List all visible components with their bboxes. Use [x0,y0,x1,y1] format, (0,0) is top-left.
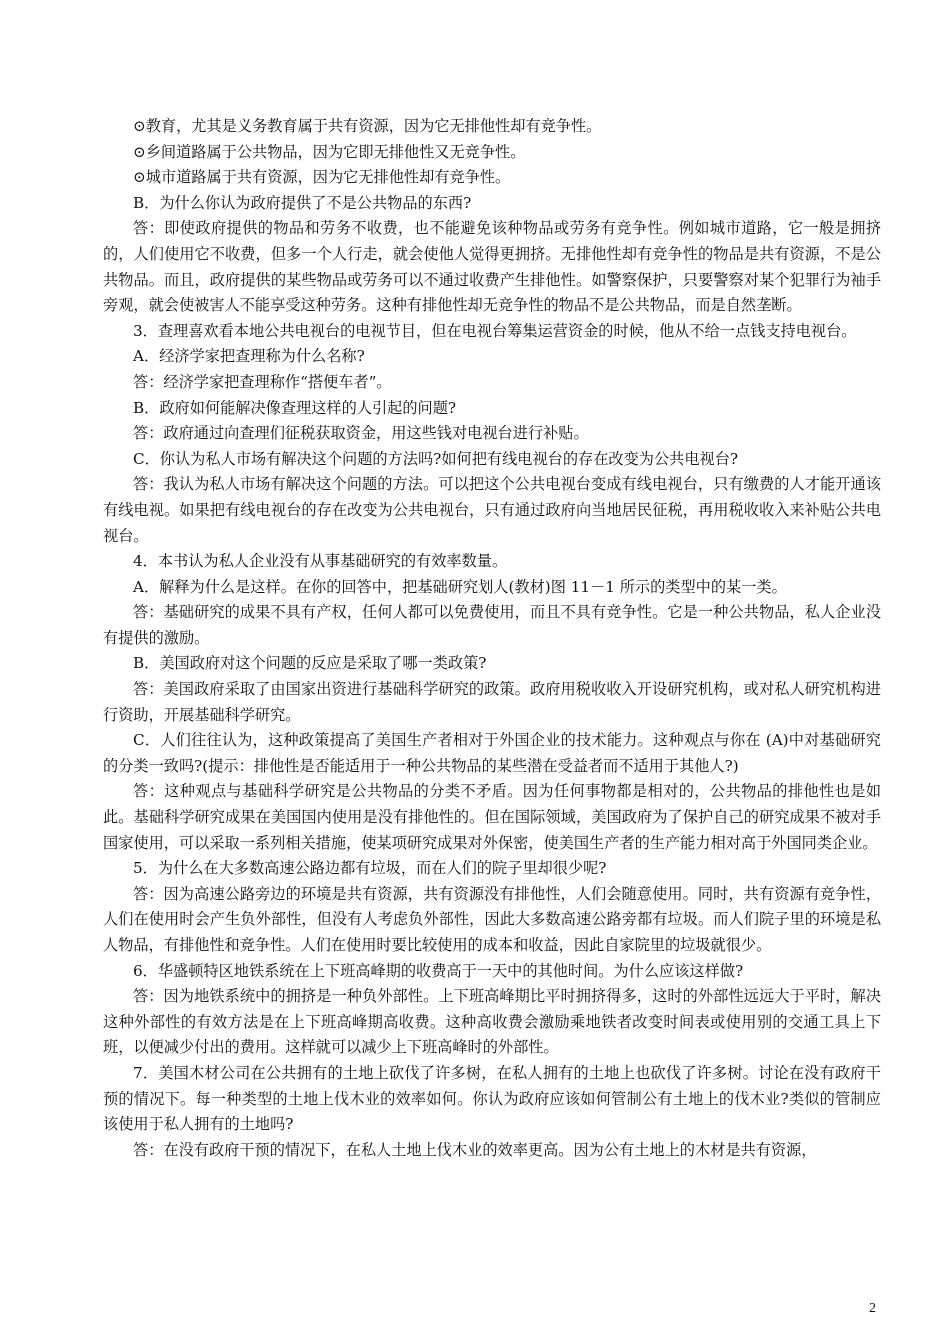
paragraph-answer-6: 答：因为地铁系统中的拥挤是一种负外部性。上下班高峰期比平时拥挤得多，这时的外部性远远大于平时，解决这种外部性的有效方法是在上下班高峰期高收费。这种高收费会激励乘地铁者改变时间表或使用别的交通工具上下班，以便减少付出的费用。这样就可以减少上下班高峰时的外部性。 [103,987,881,1057]
paragraph-answer-3b: 答：政府通过向查理们征税获取资金，用这些钱对电视台进行补贴。 [133,424,589,443]
paragraph-question-3a: A．经济学家把查理称为什么名称? [133,347,365,366]
paragraph-question-2b: B．为什么你认为政府提供了不是公共物品的东西? [133,193,472,212]
paragraph-answer-5: 答：因为高速公路旁边的环境是共有资源，共有资源没有排他性，人们会随意使用。同时，共有资源有竞争性，人们在使用时会产生负外部性，但没有人考虑负外部性，因此大多数高速公路旁都有垃圾。而人们院子里的环境是私人物品，有排他性和竞争性。人们在使用时要比较使用的成本和收益，因此自家院里的垃圾就很少。 [103,884,881,954]
paragraph-question-4: 4．本书认为私人企业没有从事基础研究的有效率数量。 [133,552,508,571]
paragraph-question-4a: A．解释为什么是这样。在你的回答中，把基础研究划人(教材)图 11－1 所示的类型中的某一类。 [133,577,787,596]
page-number: 2 [869,1301,876,1316]
paragraph-question-3b: B．政府如何能解决像查理这样的人引起的问题? [133,398,457,417]
paragraph-question-3: 3．查理喜欢看本地公共电视台的电视节目，但在电视台筹集运营资金的时候，他从不给一点钱支持电视台。 [133,321,857,340]
paragraph-bullet-city-roads: ⊙城市道路属于共有资源，因为它无排他性却有竞争性。 [133,168,511,187]
paragraph-bullet-rural-roads: ⊙乡间道路属于公共物品，因为它即无排他性又无竞争性。 [133,142,526,161]
paragraph-question-3c: C．你认为私人市场有解决这个问题的方法吗?如何把有线电视台的存在改变为公共电视台? [133,449,739,468]
paragraph-answer-7: 答：在没有政府干预的情况下，在私人土地上伐木业的效率更高。因为公有土地上的木材是共有资源， [133,1140,817,1159]
paragraph-answer-3a: 答：经济学家把查理称作“搭便车者”。 [133,372,392,391]
paragraph-question-6: 6．华盛顿特区地铁系统在上下班高峰期的收费高于一天中的其他时间。为什么应该这样做? [133,961,744,980]
paragraph-answer-4a: 答：基础研究的成果不具有产权，任何人都可以免费使用，而且不具有竞争性。它是一种公共物品，私人企业没有提供的激励。 [103,603,881,647]
document-body [103,114,881,1163]
paragraph-answer-4c: 答：这种观点与基础科学研究是公共物品的分类不矛盾。因为任何事物都是相对的，公共物品的排他性也是如此。基础科学研究成果在美国国内使用是没有排他性的。但在国际领域，美国政府为了保护自己的研究成果不被对手国家使用，可以采取一系列相关措施，使某项研究成果对外保密，使美国生产者的生产能力相对高于外国同类企业。 [103,782,881,852]
paragraph-question-4c: C．人们往往认为，这种政策提高了美国生产者相对于外国企业的技术能力。这种观点与你在 (A)中对基础研究的分类一致吗?(提示：排他性是否能适用于一种公共物品的某些潜在受益者而不适用于其他人?) [103,731,881,775]
paragraph-question-4b: B．美国政府对这个问题的反应是采取了哪一类政策? [133,654,487,673]
paragraph-answer-3c: 答：我认为私人市场有解决这个问题的方法。可以把这个公共电视台变成有线电视台，只有缴费的人才能开通该有线电视。如果把有线电视台的存在改变为公共电视台，只有通过政府向当地居民征税，再用税收收入来补贴公共电视台。 [103,475,881,545]
paragraph-bullet-education: ⊙教育，尤其是义务教育属于共有资源，因为它无排他性却有竞争性。 [133,117,602,135]
paragraph-answer-2b: 答：即使政府提供的物品和劳务不收费，也不能避免该种物品或劳务有竞争性。例如城市道路，它一般是拥挤的，人们使用它不收费，但多一个人行走，就会使他人觉得更拥挤。无排他性却有竞争性的物品是共有资源，不是公共物品。而且，政府提供的某些物品或劳务可以不通过收费产生排他性。如警察保护，只要警察对某个犯罪行为袖手旁观，就会使被害人不能享受这种劳务。这种有排他性却无竞争性的物品不是公共物品，而是自然垄断。 [103,219,881,315]
paragraph-question-7: 7．美国木材公司在公共拥有的土地上砍伐了许多树，在私人拥有的土地上也砍伐了许多树。讨论在没有政府干预的情况下。每一种类型的土地上伐木业的效率如何。你认为政府应该如何管制公有土地上的伐木业?类似的管制应该使用于私人拥有的土地吗? [103,1063,881,1134]
paragraph-answer-4b: 答：美国政府采取了由国家出资进行基础科学研究的政策。政府用税收收入开设研究机构，或对私人研究机构进行资助，开展基础科学研究。 [103,680,881,724]
paragraph-question-5: 5．为什么在大多数高速公路边都有垃圾，而在人们的院子里却很少呢? [133,859,607,878]
